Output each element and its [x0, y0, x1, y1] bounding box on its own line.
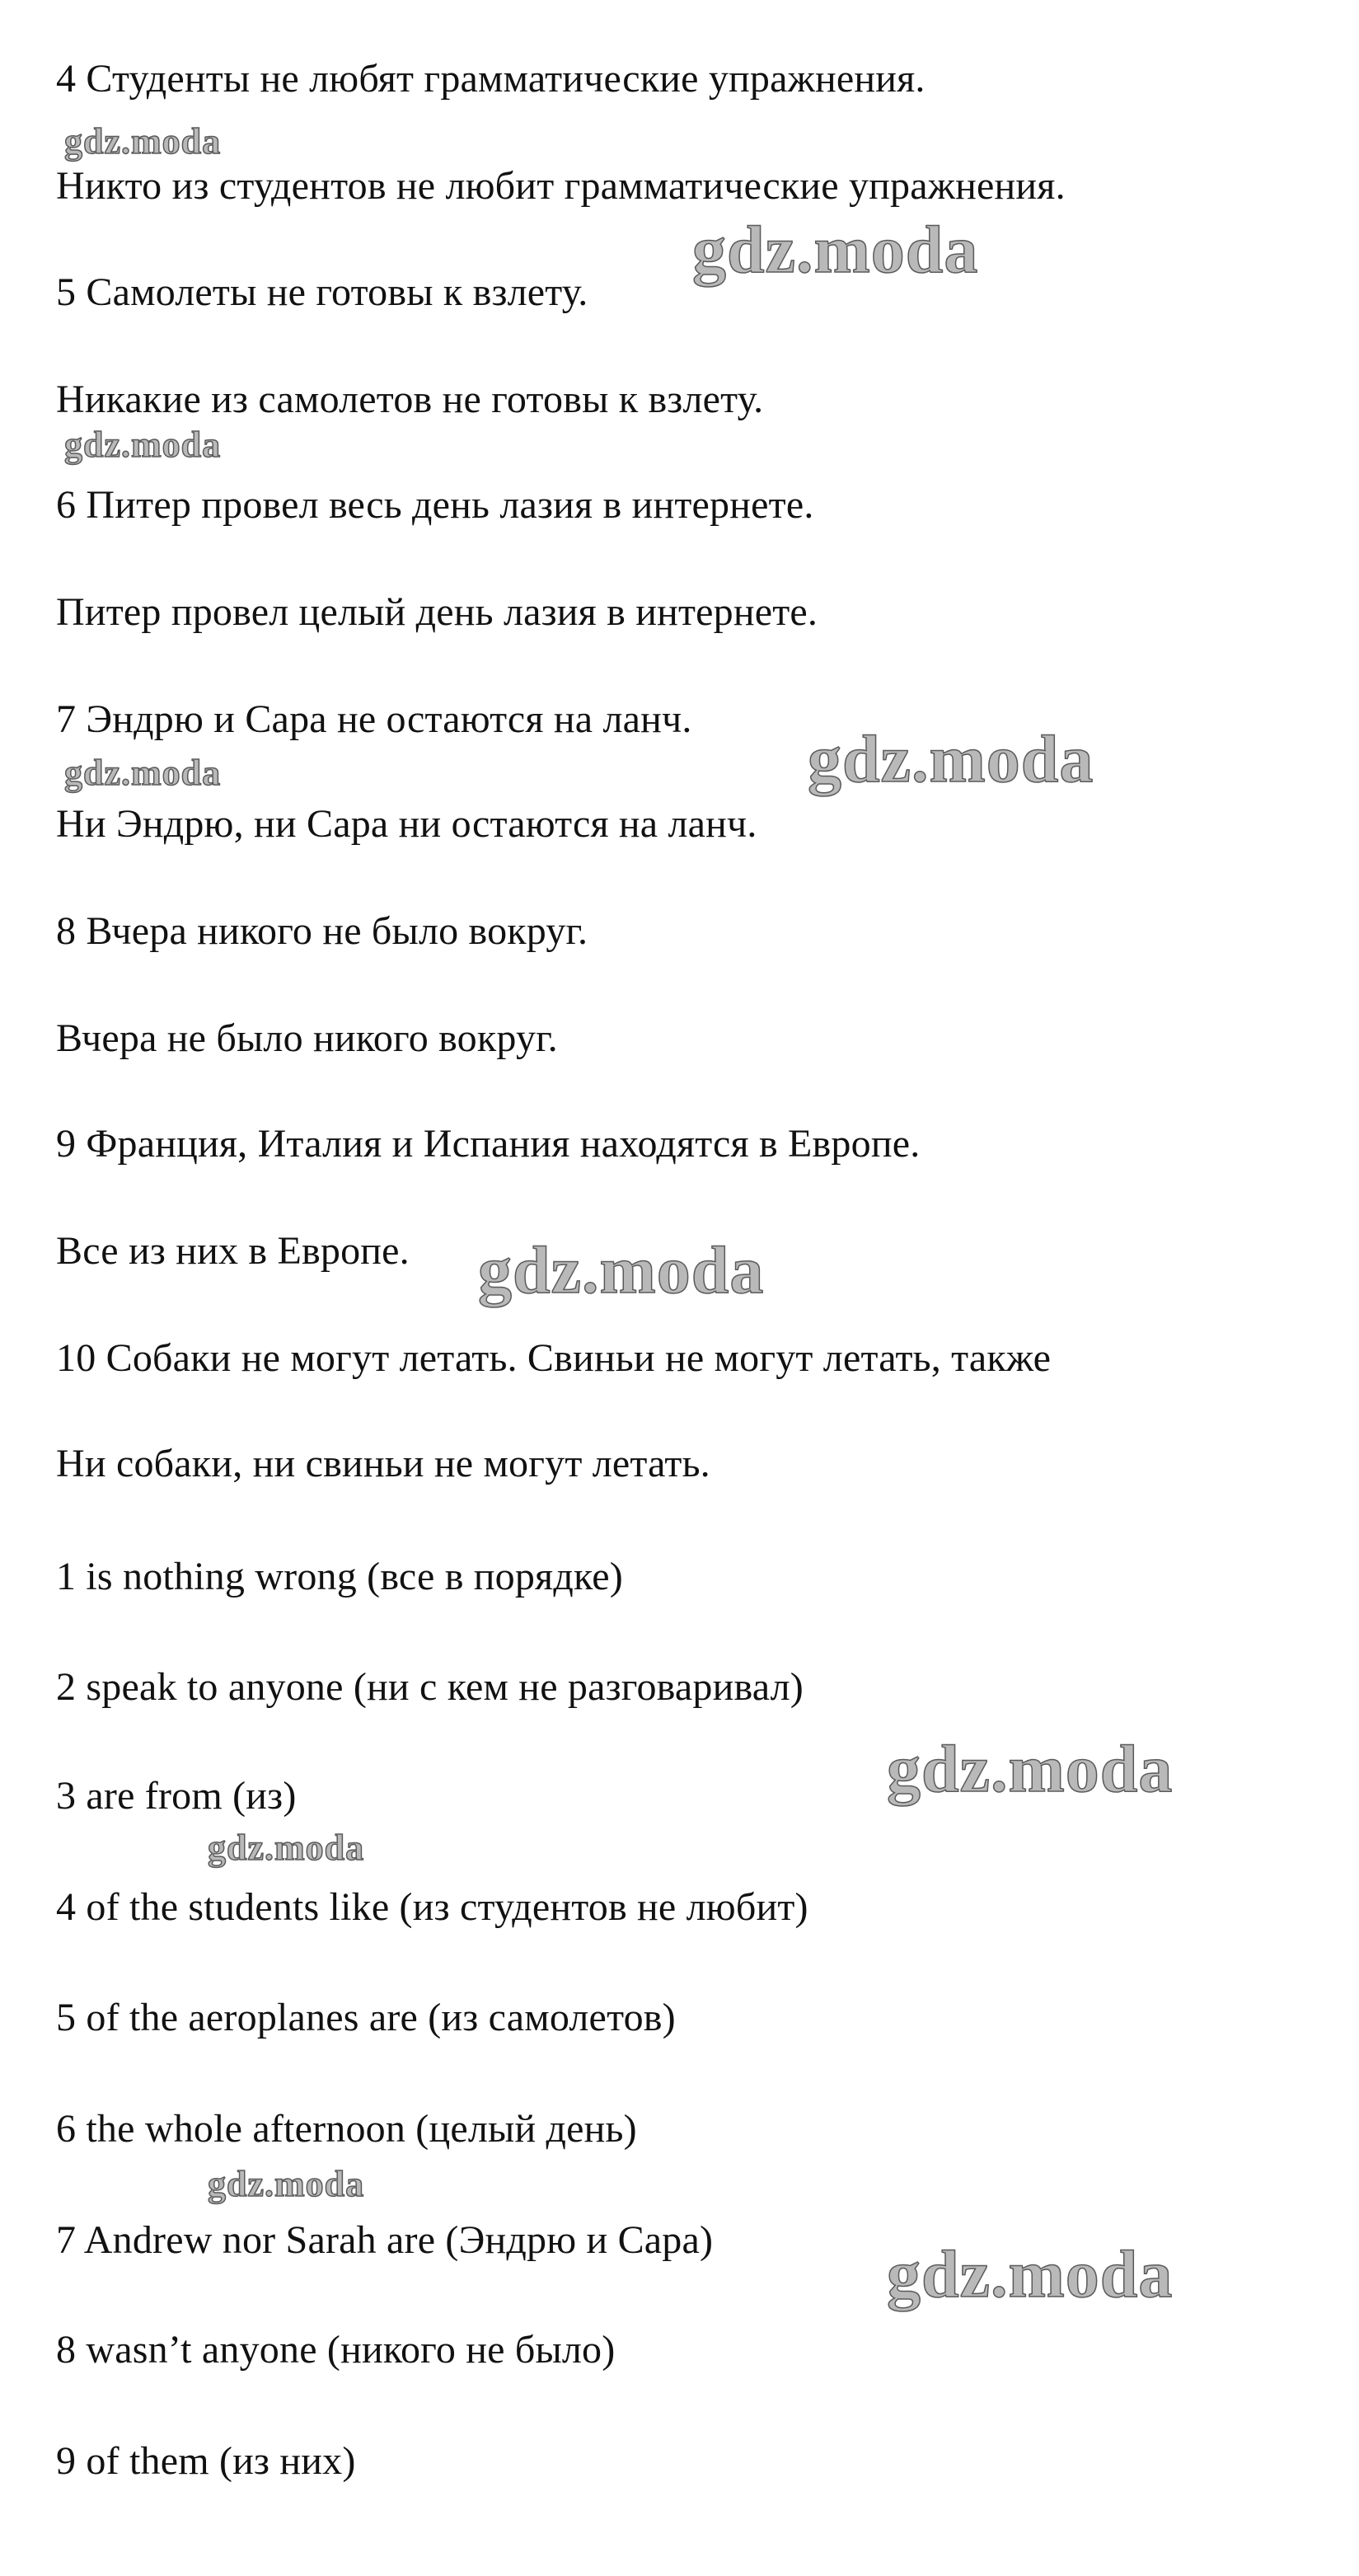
- text-line: Вчера не было никого вокруг.: [56, 1016, 558, 1060]
- text-line: 6 the whole afternoon (целый день): [56, 2107, 637, 2151]
- text-line: 4 Студенты не любят грамматические упражнения.: [56, 57, 926, 101]
- watermark: gdz.moda: [478, 1232, 765, 1307]
- text-line: 2 speak to anyone (ни с кем не разговаривал): [56, 1665, 804, 1709]
- text-line: 5 of the aeroplanes are (из самолетов): [56, 1996, 676, 2039]
- text-line: Никакие из самолетов не готовы к взлету.: [56, 378, 764, 421]
- watermark: gdz.moda: [64, 425, 222, 465]
- watermark: gdz.moda: [808, 721, 1094, 796]
- watermark: gdz.moda: [208, 1828, 365, 1868]
- text-line: 8 wasn’t anyone (никого не было): [56, 2328, 616, 2372]
- text-line: Ни собаки, ни свиньи не могут летать.: [56, 1442, 710, 1485]
- text-line: 1 is nothing wrong (все в порядке): [56, 1555, 623, 1598]
- text-line: Питер провел целый день лазия в интернете.: [56, 590, 818, 634]
- text-line: 3 are from (из): [56, 1774, 297, 1818]
- text-line: 9 Франция, Италия и Испания находятся в Европе.: [56, 1122, 921, 1166]
- text-line: 9 of them (из них): [56, 2439, 356, 2483]
- text-line: Ни Эндрю, ни Сара ни остаются на ланч.: [56, 802, 757, 846]
- text-line: 8 Вчера никого не было вокруг.: [56, 909, 588, 953]
- text-line: 5 Самолеты не готовы к взлету.: [56, 270, 588, 314]
- watermark: gdz.moda: [208, 2164, 365, 2204]
- text-line: 7 Andrew nor Sarah are (Эндрю и Сара): [56, 2218, 714, 2262]
- text-line: Никто из студентов не любит грамматические упражнения.: [56, 164, 1066, 208]
- text-line: 6 Питер провел весь день лазия в интернете.: [56, 483, 814, 527]
- watermark: gdz.moda: [64, 753, 222, 793]
- watermark: gdz.moda: [692, 212, 979, 287]
- text-line: 7 Эндрю и Сара не остаются на ланч.: [56, 697, 692, 741]
- watermark: gdz.moda: [887, 1731, 1174, 1806]
- watermark: gdz.moda: [64, 121, 222, 162]
- text-line: 4 of the students like (из студентов не любит): [56, 1885, 808, 1929]
- text-line: Все из них в Европе.: [56, 1229, 410, 1273]
- watermark: gdz.moda: [887, 2236, 1174, 2311]
- text-line: 10 Собаки не могут летать. Свиньи не могут летать, также: [56, 1336, 1052, 1380]
